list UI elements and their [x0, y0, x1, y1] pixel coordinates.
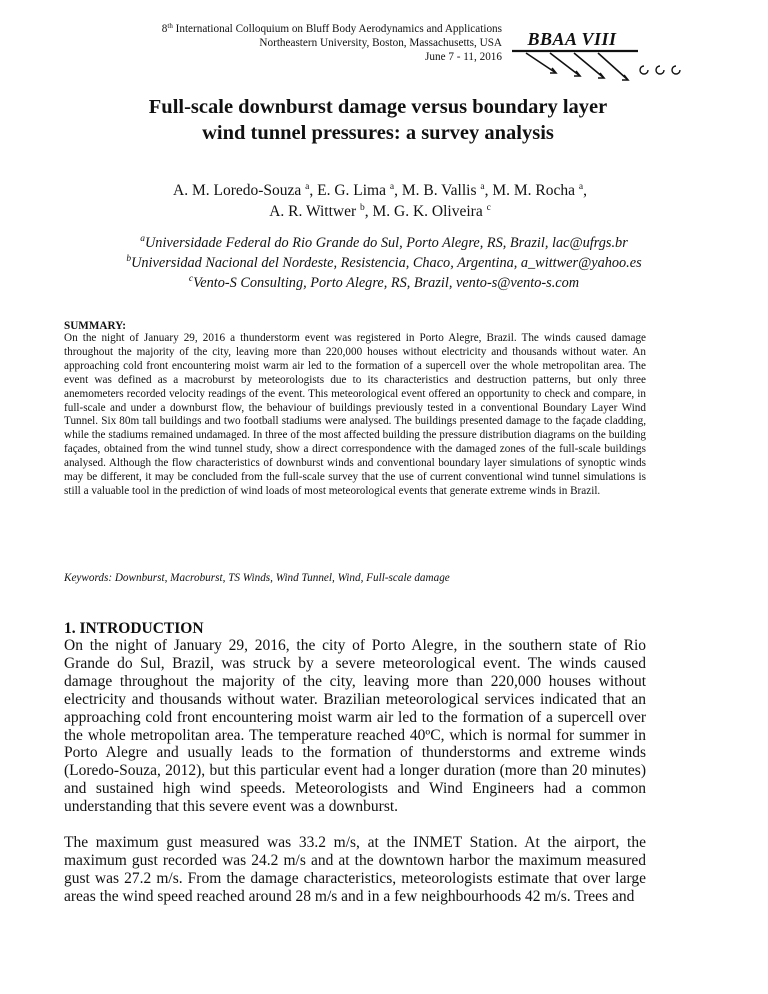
logo-graphic [512, 18, 697, 82]
section-heading-introduction: 1. INTRODUCTION [64, 620, 204, 637]
title-line-2: wind tunnel pressures: a survey analysis [202, 122, 554, 144]
logo-text: BBAA VIII [527, 29, 617, 49]
affiliation-c: $^c$Vento-S Consulting, Porto Alegre, RS, Brazil, vento-s@vento-s.com [188, 274, 580, 291]
author-6: M. G. K. Oliveira [372, 203, 483, 220]
conference-header [100, 22, 502, 64]
intro-paragraph-2: The maximum gust measured was 33.2 m/s, at the INMET Station. At the airport, the maximum gust recorded was 24.2 m/s and at the downtown harbor the maximum measured gust was 27.2 m/s. From the damage characteristics, meteorologists estimate that over large areas the wind speed reached around 28 m/s and in a few neighbourhoods 42 m/s. Trees and [64, 834, 646, 905]
summary-heading: SUMMARY: [64, 320, 126, 332]
author-list [60, 180, 700, 222]
header-line-1: 8th International Colloquium on Bluff Body Aerodynamics and Applications [161, 22, 502, 35]
affiliation-b: $^b$Universidad Nacional del Nordeste, Resistencia, Chaco, Argentina, a_wittwer@yahoo.es [126, 254, 642, 271]
author-line-2: A. R. Wittwer $^b$, M. G. K. Oliveira $^c$ [269, 203, 491, 220]
affiliations [60, 233, 708, 293]
header-line-2: Northeastern University, Boston, Massachusetts, USA [259, 37, 502, 49]
bbaa-logo [512, 18, 697, 82]
affiliation-a: $^a$Universidade Federal do Rio Grande do Sul, Porto Alegre, RS, Brazil, lac@ufrgs.br [140, 234, 628, 251]
author-5: A. R. Wittwer [269, 203, 357, 220]
author-4: M. M. Rocha [492, 182, 576, 199]
author-line-1: A. M. Loredo-Souza $^a$, E. G. Lima $^a$, M. B. Vallis $^a$, M. M. Rocha $^a$, [173, 182, 587, 199]
author-2: E. G. Lima [317, 182, 386, 199]
intro-paragraph-1: On the night of January 29, 2016, the city of Porto Alegre, in the southern state of Rio Grande do Sul, Brazil, was struck by a severe meteorological event. The winds caused damage throughout the majority of the city, leaving more than 220,000 houses without electricity and thousands without water. Brazilian meteorological services indicated that an approaching cold front encountering moist warm air led to the formation of a supercell over the whole metropolitan area. The temperature reached 40ºC, which is normal for summer in Porto Alegre and usually leads to the formation of thunderstorms and extreme winds (Loredo-Souza, 2012), but this particular event had a longer duration (more than 20 minutes) and sustained high wind speeds. Meteorologists and Wind Engineers had a common understanding that this severe event was a downburst. [64, 637, 646, 816]
summary-body: On the night of January 29, 2016 a thunderstorm event was registered in Porto Alegre, Brazil. The winds caused damage throughout the majority of the city, leaving more than 220,000 houses without electricity and thousands without water. An approaching cold front encountering moist warm air led to the formation of a supercell over the whole metropolitan area. The event was defined as a macroburst by meteorologists due to its characteristics and destruction patterns, but only three anemometers recorded velocity readings of the event. This meteorological event offered an opportunity to check and compare, in full-scale and under a downburst flow, the behaviour of buildings previously tested in a conventional Boundary Layer Wind Tunnel. Six 80m tall buildings and two football stadiums were analysed. The buildings presented damage to the façade cladding, while the stadiums remained undamaged. In three of the most affected building the pressure distribution diagrams on the building façades, obtained from the wind tunnel study, show a direct correspondence with the damaged zones of the full-scale buildings analysed. Although the flow characteristics of downburst winds and conventional boundary layer simulations of synoptic winds may be different, it may be concluded from the full-scale survey that the use of current conventional wind tunnel simulations is still a valuable tool in the prediction of wind loads of most meteorological events that generate extreme winds in Brazil. [64, 332, 646, 497]
paper-title [60, 94, 696, 146]
author-1: A. M. Loredo-Souza [173, 182, 302, 199]
author-3: M. B. Vallis [401, 182, 477, 199]
keywords: Keywords: Downburst, Macroburst, TS Winds, Wind Tunnel, Wind, Full-scale damage [64, 572, 450, 584]
title-line-1: Full-scale downburst damage versus boundary layer [148, 96, 608, 118]
header-line-3: June 7 - 11, 2016 [425, 51, 502, 63]
